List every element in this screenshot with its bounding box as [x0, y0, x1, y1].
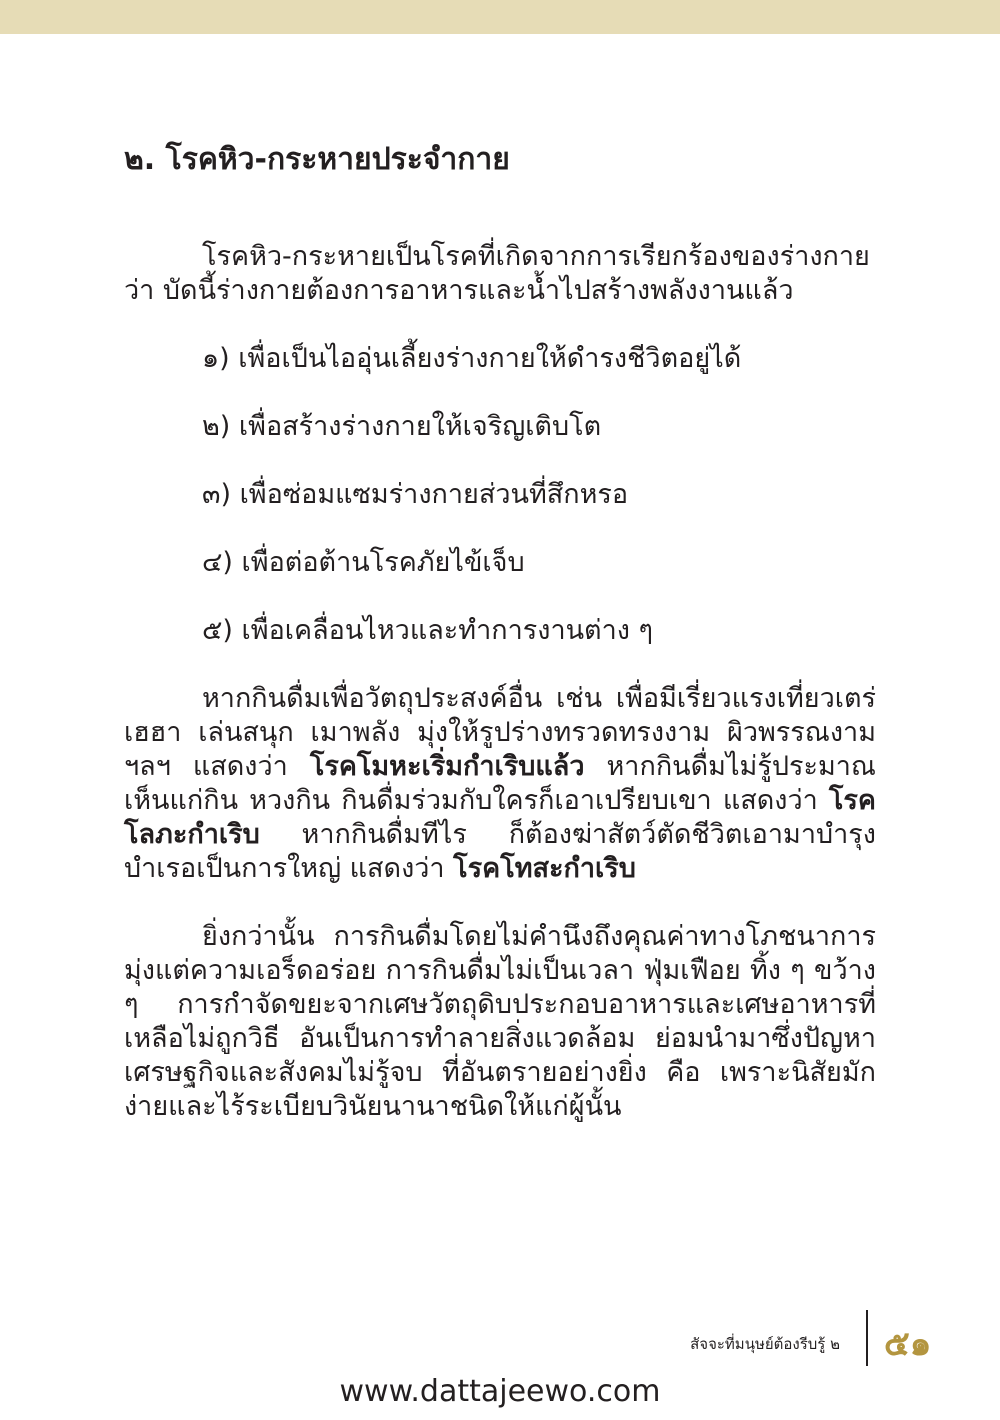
section-heading: ๒. โรคหิว-กระหายประจำกาย	[124, 142, 510, 177]
list-item-4: ๔) เพื่อต่อต้านโรคภัยไข้เจ็บ	[202, 547, 525, 578]
paragraph-diseases-text-2: หากกินดื่มไม่รู้ประมาณ เห็นแก่กิน หวงกิน กินดื่มร่วมกับใครก็เอาเปรียบเขา แสดงว่า	[124, 751, 876, 816]
list-item-5: ๕) เพื่อเคลื่อนไหวและทำการงานต่าง ๆ	[202, 615, 654, 646]
paragraph-consequences: ยิ่งกว่านั้น การกินดื่มโดยไม่คำนึงถึงคุณค่าทางโภชนาการ มุ่งแต่ความเอร็ดอร่อย การกินดื่มไม่เป็นเวลา ฟุ่มเฟือย ทิ้ง ๆ ขว้าง ๆ การกำจัดขยะจากเศษวัตถุดิบประกอบอาหารและเศษอาหารที่เหลือไม่ถูกวิธี อันเป็นการทำลายสิ่งแวดล้อม ย่อมนำมาซึ่งปัญหาเศรษฐกิจและสังคมไม่รู้จบ ที่อันตรายอย่างยิ่ง คือ เพราะนิสัยมักง่ายและไร้ระเบียบวินัยนานาชนิดให้แก่ผู้นั้น	[124, 921, 876, 1122]
list-item-2: ๒) เพื่อสร้างร่างกายให้เจริญเติบโต	[202, 411, 602, 442]
emphasis-dosa: โรคโทสะกำเริบ	[453, 853, 636, 884]
list-item-3: ๓) เพื่อซ่อมแซมร่างกายส่วนที่สึกหรอ	[202, 479, 629, 510]
emphasis-moha: โรคโมหะเริ่มกำเริบแล้ว	[309, 751, 585, 782]
footer-book-title: สัจจะที่มนุษย์ต้องรีบรู้ ๒	[690, 1335, 840, 1353]
top-color-band	[0, 0, 1000, 34]
paragraph-intro: โรคหิว-กระหายเป็นโรคที่เกิดจากการเรียกร้องของร่างกายว่า บัดนี้ร่างกายต้องการอาหารและน้ำไปสร้างพลังงานแล้ว	[124, 241, 870, 306]
paragraph-diseases-text-1: หากกินดื่มเพื่อวัตถุประสงค์อื่น เช่น เพื่อมีเรี่ยวแรงเที่ยวเตร่ เฮฮา เล่นสนุก เมาพลัง มุ่งให้รูปร่างทรวดทรงงาม ผิวพรรณงาม ฯลฯ แสดงว่า	[124, 683, 876, 782]
paragraph-diseases-text-3: หากกินดื่มทีไร ก็ต้องฆ่าสัตว์ตัดชีวิตเอามาบำรุงบำเรอเป็นการใหญ่ แสดงว่า	[124, 819, 876, 884]
page-number: ๕๑	[884, 1324, 932, 1364]
footer-divider	[866, 1310, 868, 1366]
paragraph-diseases	[124, 682, 876, 886]
list-item-1: ๑) เพื่อเป็นไออุ่นเลี้ยงร่างกายให้ดำรงชีวิตอยู่ได้	[202, 343, 742, 374]
page-body	[124, 240, 876, 1158]
website-url: www.dattajeewo.com	[339, 1374, 661, 1409]
emphasis-lobha: โรคโลภะกำเริบ	[124, 785, 876, 850]
